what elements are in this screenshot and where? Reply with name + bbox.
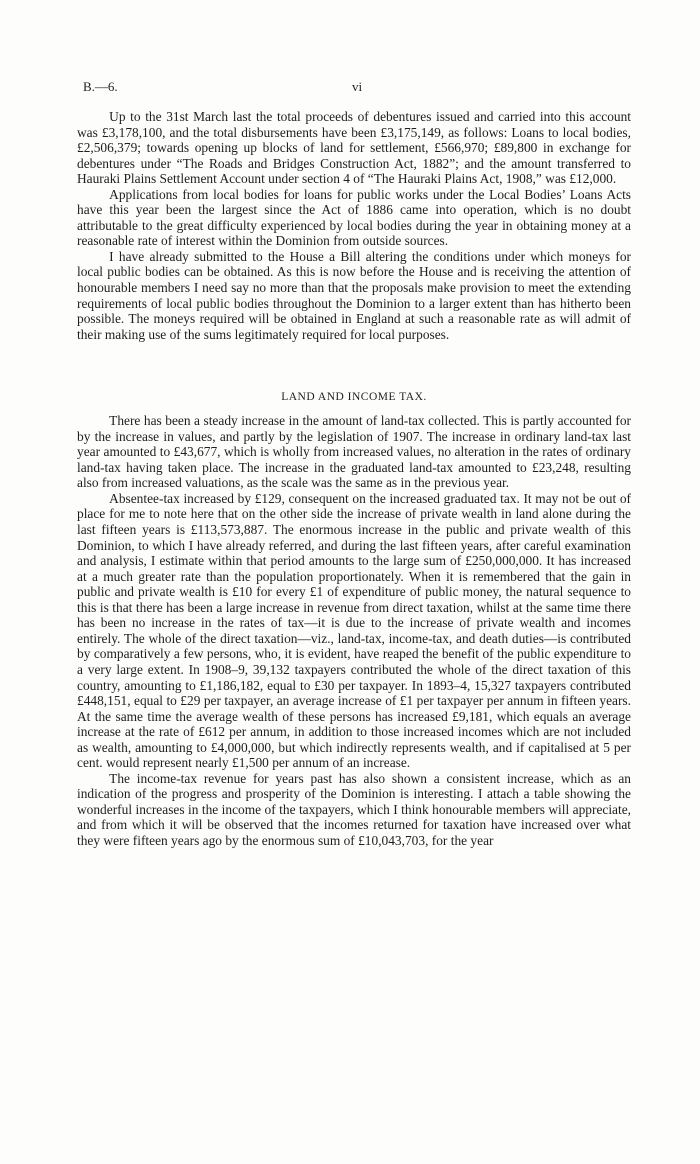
body-text	[77, 109, 631, 849]
paragraph-land-tax: There has been a steady increase in the amount of land-tax collected. This is partly accounted for by the increase in values, and partly by the legislation of 1907. The increase in ordinary land-tax last year amounted to £43,677, which is wholly from increased values, no alteration in the rates of ordinary land-tax having taken place. The increase in the graduated land-tax amounted to £23,248, resulting also from increased valuations, as the scale was the same as in the previous year.	[77, 413, 631, 491]
document-reference: B.—6.	[83, 79, 118, 94]
paragraph-income-tax: The income-tax revenue for years past has also shown a consistent increase, which as an indication of the progress and prosperity of the Dominion is interesting. I attach a table showing the wonderful increases in the income of the taxpayers, which I think honourable members will appreciate, and from which it will be observed that the incomes returned for taxation have increased over what they were fifteen years ago by the enormous sum of £10,043,703, for the year	[77, 770, 631, 848]
paragraph-debentures: Up to the 31st March last the total proceeds of debentures issued and carried into this account was £3,178,100, and the total disbursements have been £3,175,149, as follows: Loans to local bodies, £2,506,379; towards opening up blocks of land for settlement, £566,970; £89,800 in exchange for debentures under “The Roads and Bridges Construction Act, 1882”; and the amount transferred to Hauraki Plains Settlement Account under section 4 of “The Hauraki Plains Act, 1908,” was £12,000.	[77, 109, 631, 187]
page-number: vi	[351, 79, 363, 94]
section-heading: LAND AND INCOME TAX.	[281, 391, 427, 404]
paragraph-local-bodies-loans: Applications from local bodies for loans for public works under the Local Bodies’ Loans Acts have this year been the largest since the Act of 1886 came into operation, which is no doubt attributable to the great difficulty experienced by local bodies during the year in obtaining money at a reasonable rate of interest within the Dominion from outside sources.	[77, 186, 631, 249]
paragraph-bill-submitted: I have already submitted to the House a Bill altering the conditions under which moneys for local public bodies can be obtained. As this is now before the House and is receiving the attention of honourable members I need say no more than that the proposals make provision to meet the extending requirements of local public bodies throughout the Dominion to a larger extent than has hitherto been possible. The moneys required will be obtained in England at such a reasonable rate as will admit of their making use of the sums legitimately required for local purposes.	[77, 248, 631, 342]
running-header	[83, 79, 631, 97]
paragraph-absentee-tax: Absentee-tax increased by £129, consequent on the increased graduated tax. It may not be out of place for me to note here that on the other side the increase of private wealth in land alone during the last fifteen years is £113,573,887. The enormous increase in the public and private wealth of this Dominion, to which I have already referred, and during the last fifteen years, after careful examination and analysis, I estimate within that period amounts to the large sum of £250,000,000. It has increased at a much greater rate than the population proportionately. When it is remembered that the gain in public and private wealth is £10 for every £1 of expenditure of public money, the natural sequence to this is that there has been a large increase in revenue from direct taxation, whilst at the same time there has been no increase in the rates of tax—it is due to the increase of private wealth and incomes entirely. The whole of the direct taxation—viz., land-tax, income-tax, and death duties—is contributed by comparatively a few persons, who, it is evident, have reaped the benefit of the public expenditure to a very large extent. In 1908–9, 39,132 taxpayers contributed the whole of the direct taxation of this country, amounting to £1,186,182, equal to £30 per taxpayer. In 1893–4, 15,327 taxpayers contributed £448,151, equal to £29 per taxpayer, an average increase of £1 per taxpayer per annum in fifteen years. At the same time the average wealth of these persons has increased £9,181, which equals an average increase at the rate of £612 per annum, in addition to those increased incomes which are not included as wealth, amounting to £4,000,000, but which indirectly represents wealth, and if capitalised at 5 per cent. would represent nearly £1,500 per annum of an increase.	[77, 490, 631, 771]
